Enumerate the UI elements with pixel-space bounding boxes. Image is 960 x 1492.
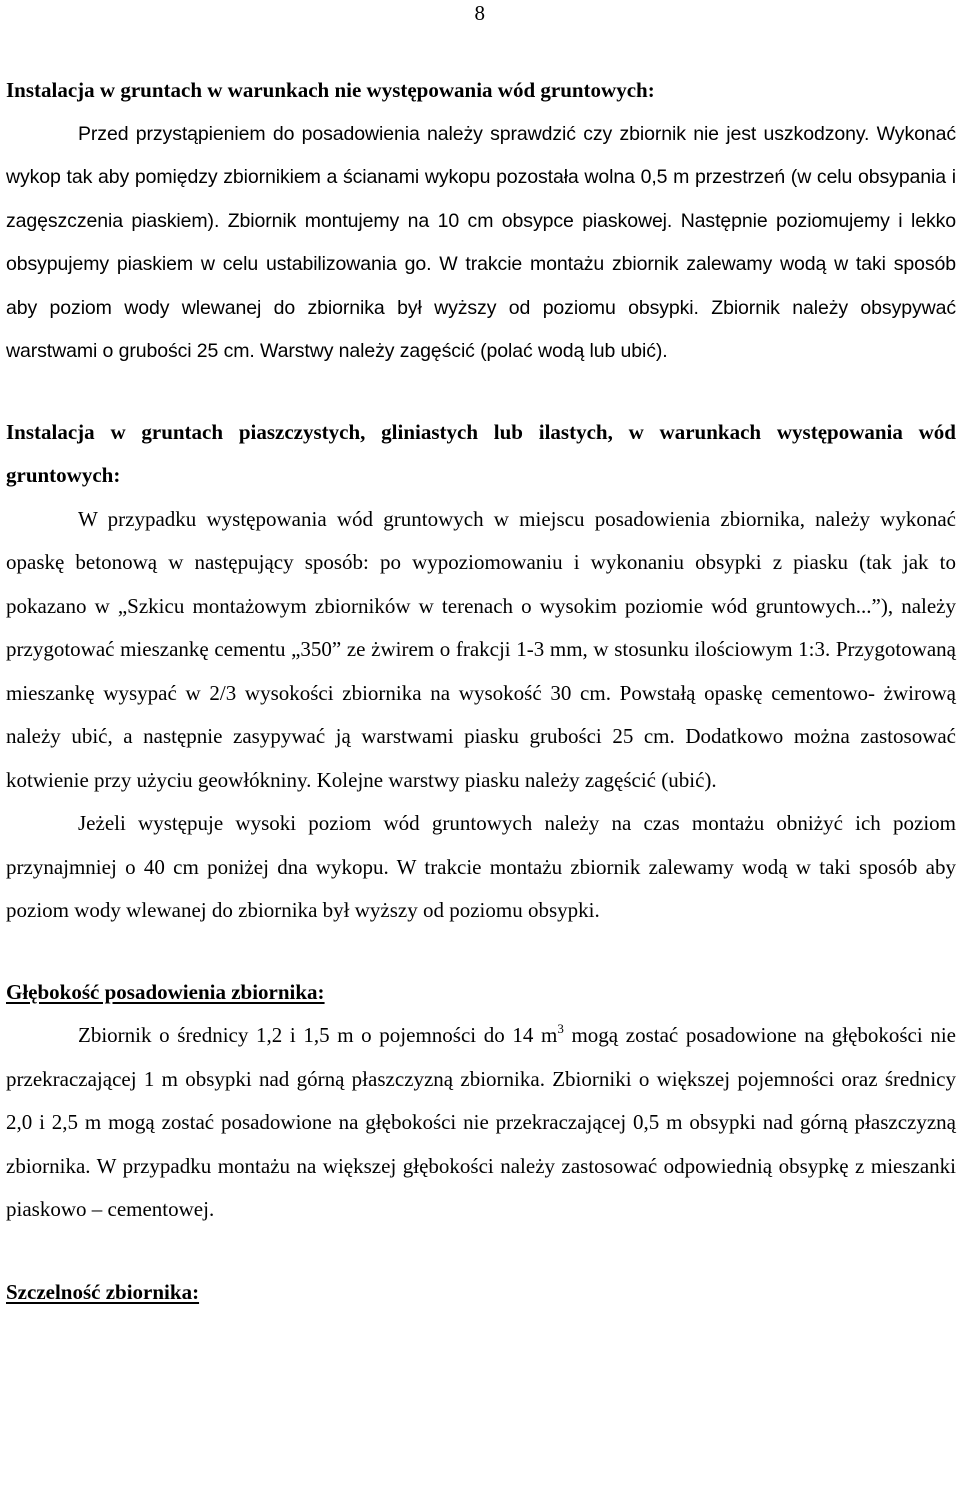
cubic-superscript: 3 [557, 1021, 564, 1036]
spacer [6, 1232, 956, 1271]
paragraph-depth-part2: mogą zostać posadowione na głębokości nie przekraczającej 1 m obsypki nad górną płaszczyzną zbiornika. Zbiorniki o większej pojemności oraz średnicy 2,0 i 2,5 m mogą zostać posadowione na głębokości nie przekraczającej 0,5 m obsypki nad górną płaszczyzną zbiornika. W przypadku montażu na większej głębokości należy zastosować odpowiednią obsypkę z mieszanki piaskowo – cementowej. [6, 1023, 956, 1221]
paragraph-depth-part1: Zbiornik o średnicy 1,2 i 1,5 m o pojemności do 14 m [78, 1023, 558, 1047]
paragraph-depth [6, 1014, 956, 1232]
paragraph-no-groundwater: Przed przystąpieniem do posadowienia należy sprawdzić czy zbiornik nie jest uszkodzony. Wykonać wykop tak aby pomiędzy zbiornikiem a ścianami wykopu pozostała wolna 0,5 m przestrzeń (w celu obsypania i zagęszczenia piaskiem). Zbiornik montujemy na 10 cm obsypce piaskowej. Następnie poziomujemy i lekko obsypujemy piaskiem w celu ustabilizowania go. W trakcie montażu zbiornik zalewamy wodą w taki sposób aby poziom wody wlewanej do zbiornika był wyższy od poziomu obsypki. Zbiornik należy obsypywać warstwami o grubości 25 cm. Warstwy należy zagęścić (polać wodą lub ubić). [6, 122, 956, 362]
page-number: 8 [474, 1, 485, 25]
document-body [6, 69, 956, 1314]
spacer [6, 374, 956, 411]
spacer [6, 933, 956, 971]
section-heading-groundwater: Instalacja w gruntach piaszczystych, gliniastych lub ilastych, w warunkach występowania wód gruntowych: [6, 419, 956, 487]
paragraph-groundwater-concrete-band: W przypadku występowania wód gruntowych w miejscu posadowienia zbiornika, należy wykonać opaskę betonową w następujący sposób: po wypoziomowaniu i wykonaniu obsypki z piasku (tak jak to pokazano w „Szkicu montażowym zbiorników w terenach o wysokim poziomie wód gruntowych...”), należy przygotować mieszankę cementu „350” ze żwirem o frakcji 1-3 mm, w stosunku ilościowym 1:3. Przygotowaną mieszankę wysypać w 2/3 wysokości zbiornika na wysokość 30 cm. Powstałą opaskę cementowo- żwirową należy ubić, a następnie zasypywać ją warstwami piasku grubości 25 cm. Dodatkowo można zastosować kotwienie przy użyciu geowłókniny. Kolejne warstwy piasku należy zagęścić (ubić). [6, 506, 956, 792]
paragraph-groundwater-lowering: Jeżeli występuje wysoki poziom wód gruntowych należy na czas montażu obniżyć ich poziom przynajmniej o 40 cm poniżej dna wykopu. W trakcie montażu zbiornik zalewamy wodą w taki sposób aby poziom wody wlewanej do zbiornika był wyższy od poziomu obsypki. [6, 811, 956, 922]
section-heading-tightness: Szczelność zbiornika: [6, 1279, 200, 1304]
section-heading-no-groundwater: Instalacja w gruntach w warunkach nie występowania wód gruntowych: [6, 78, 655, 102]
section-heading-depth: Głębokość posadowienia zbiornika: [6, 979, 325, 1004]
